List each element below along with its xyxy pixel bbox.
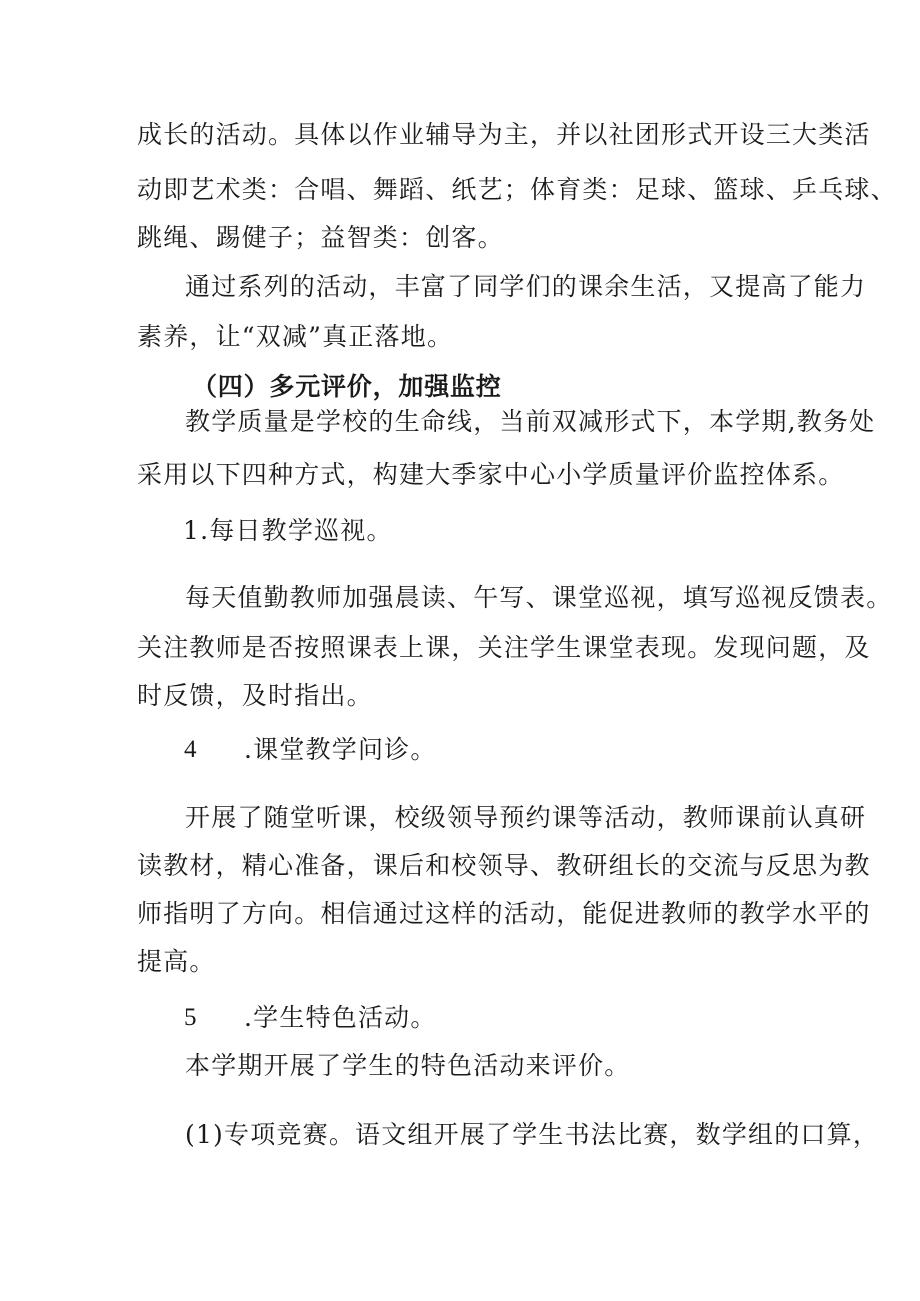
paragraph-line: 动即艺术类：合唱、舞蹈、纸艺；体育类：足球、篮球、乒乓球、 [137,175,897,204]
list-item-heading: .学生特色活动。 [244,1003,437,1032]
list-item-heading: 1.每日教学巡视。 [183,516,393,545]
list-item-heading: .课堂教学问诊。 [244,735,437,764]
list-item-number: 4 [184,736,197,763]
paragraph-line: 跳绳、踢健子；益智类：创客。 [137,223,504,252]
paragraph-line: 时反馈，及时指出。 [137,681,373,710]
paragraph-line: 通过系列的活动，丰富了同学们的课余生活，又提高了能力 [185,272,867,301]
paragraph-line: 教学质量是学校的生命线，当前双减形式下，本学期,教务处 [185,407,876,436]
paragraph-line: 师指明了方向。相信通过这样的活动，能促进教师的教学水平的 [137,899,871,928]
paragraph-line: 每天值勤教师加强晨读、午写、课堂巡视，填写巡视反馈表。 [185,583,893,612]
paragraph-line: (1)专项竞赛。语文组开展了学生书法比赛，数学组的口算， [185,1120,880,1149]
paragraph-line: 提高。 [137,947,216,976]
paragraph-line: 采用以下四种方式，构建大季家中心小学质量评价监控体系。 [137,460,845,489]
paragraph-line: 开展了随堂听课，校级领导预约课等活动，教师课前认真研 [185,803,867,832]
paragraph-line: 本学期开展了学生的特色活动来评价。 [185,1051,631,1080]
paragraph-line: 关注教师是否按照课表上课，关注学生课堂表现。发现问题，及 [137,633,871,662]
paragraph-line: 素养，让“双减”真正落地。 [137,322,454,351]
paragraph-line: 读教材，精心准备，课后和校领导、教研组长的交流与反思为教 [137,851,871,880]
list-item-number: 5 [184,1004,197,1031]
paragraph-line: 成长的活动。具体以作业辅导为主，并以社团形式开设三大类活 [137,120,871,149]
section-heading: （四）多元评价，加强监控 [192,372,502,401]
